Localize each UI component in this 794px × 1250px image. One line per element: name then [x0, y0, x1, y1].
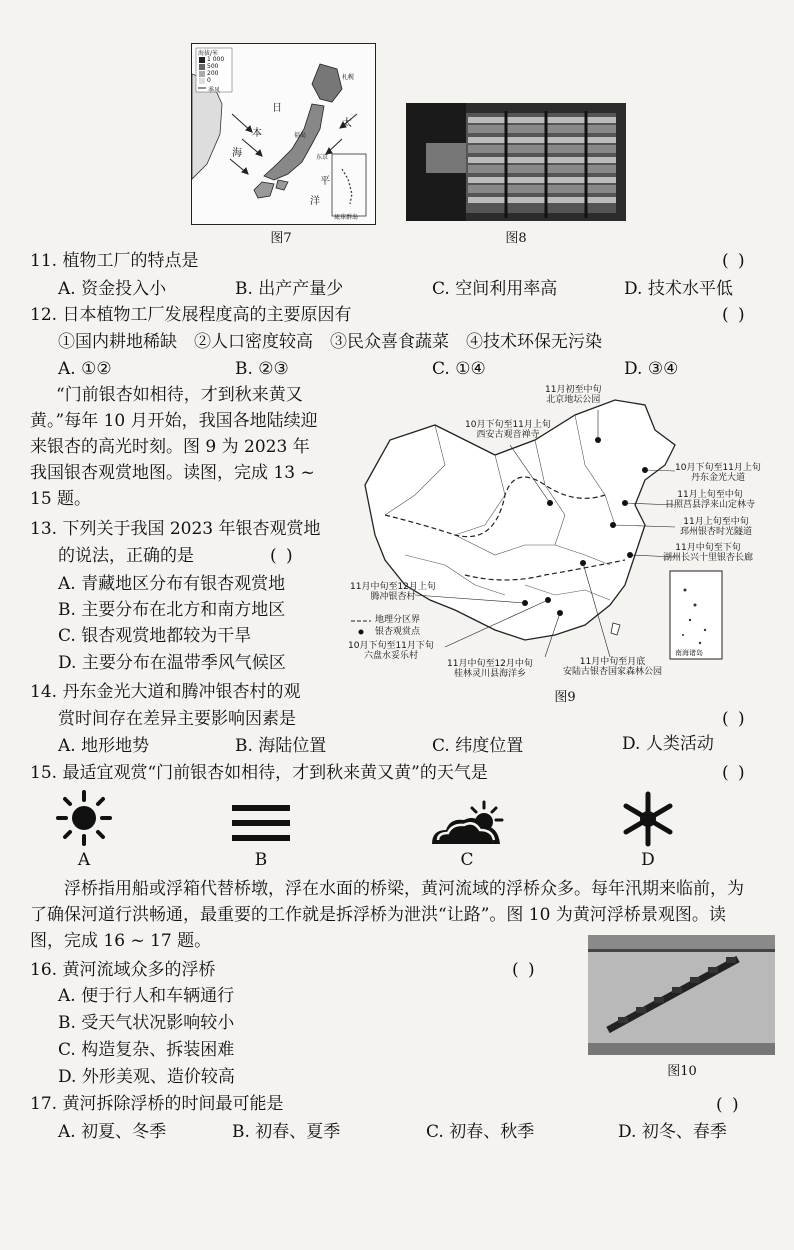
- fig7-label: 札幌: [342, 74, 355, 81]
- snow-icon-graphic: [620, 791, 676, 847]
- q16-option-d[interactable]: D. 外形美观、造价较高: [58, 1067, 235, 1087]
- partly-cloudy-icon[interactable]: [428, 800, 506, 846]
- fig7-legend-values: [207, 56, 224, 84]
- fig10-caption: 图10: [667, 1064, 697, 1079]
- fig9-legend-site: 银杏观赏点: [375, 627, 421, 637]
- fig8-caption: 图8: [505, 231, 527, 246]
- q13-answer-paren[interactable]: ( ): [270, 546, 295, 566]
- q13-option-d[interactable]: D. 主要分布在温带季风气候区: [58, 653, 286, 673]
- fig7-legend-arrow: 季风: [208, 87, 221, 94]
- q14-option-a[interactable]: A. 地形地势: [58, 736, 150, 756]
- sun-icon-graphic: [56, 790, 112, 846]
- fig9-site-label: 11月中旬至12月上旬 腾冲银杏村: [350, 582, 436, 602]
- snow-icon[interactable]: [620, 791, 676, 847]
- q15-option-c[interactable]: C: [460, 850, 474, 870]
- fig9-site-label: 11月中旬至月底 安陆古银杏国家森林公园: [563, 657, 663, 677]
- q12-option-b[interactable]: B. ②③: [235, 359, 289, 379]
- fig9-site-label: 10月下旬至11月上旬 丹东金光大道: [675, 463, 761, 483]
- q13-stem-line2: 的说法，正确的是: [58, 546, 194, 566]
- fig9-site-label: 11月上旬至中旬 邳州银杏时光隧道: [680, 517, 753, 537]
- q11-stem: 11. 植物工厂的特点是: [30, 251, 199, 271]
- q12-option-d[interactable]: D. ③④: [624, 359, 679, 379]
- intro-fig9: [30, 382, 348, 512]
- floating-bridge-graphic: [588, 935, 775, 1055]
- fig9-inset-label: 南海诸岛: [675, 649, 703, 657]
- fig7-legend-value: 1 000: [207, 56, 225, 63]
- fig7-label: 洋: [310, 196, 320, 207]
- q16-option-b[interactable]: B. 受天气状况影响较小: [58, 1013, 235, 1033]
- fig7-label: 平: [320, 176, 330, 187]
- fig7-label: 福岛: [294, 132, 307, 139]
- partly-cloudy-icon-graphic: [428, 800, 506, 846]
- fog-icon[interactable]: [232, 803, 290, 843]
- fig9-site-label: 11月上旬至中旬 日照莒县浮来山定林寺: [665, 490, 756, 510]
- intro-fig10-line: 浮桥指用船或浮箱代替桥墩，浮在水面的桥梁，黄河流域的浮桥众多。每年汛期来临前，为: [64, 879, 744, 899]
- fig7-legend-value: 200: [207, 70, 219, 77]
- q13-option-a[interactable]: A. 青藏地区分布有银杏观赏地: [58, 574, 286, 594]
- q14-option-b[interactable]: B. 海陆位置: [235, 736, 327, 756]
- q11-answer-paren[interactable]: ( ): [722, 251, 747, 271]
- q17-option-a[interactable]: A. 初夏、冬季: [58, 1122, 167, 1142]
- q16-answer-paren[interactable]: ( ): [512, 960, 537, 980]
- q15-option-d[interactable]: D: [641, 850, 655, 870]
- fog-icon-graphic: [232, 803, 290, 843]
- plant-factory-graphic: [406, 103, 626, 221]
- q12-items: ①国内耕地稀缺 ②人口密度较高 ③民众喜食蔬菜 ④技术环保无污染: [58, 332, 602, 352]
- q14-answer-paren[interactable]: ( ): [722, 709, 747, 729]
- intro-fig9-line: 我国银杏观赏地图。读图，完成 13 ~: [30, 463, 315, 483]
- q15-option-a[interactable]: A: [77, 850, 91, 870]
- intro-fig9-line: 来银杏的高光时刻。图 9 为 2023 年: [30, 437, 310, 457]
- q12-answer-paren[interactable]: ( ): [722, 305, 747, 325]
- fig7-label: 琉球群岛: [334, 214, 359, 221]
- q11-option-a[interactable]: A. 资金投入小: [58, 279, 167, 299]
- q14-stem-line2: 赏时间存在差异主要影响因素是: [58, 709, 296, 729]
- q16-stem: 16. 黄河流域众多的浮桥: [30, 960, 216, 980]
- q12-stem: 12. 日本植物工厂发展程度高的主要原因有: [30, 305, 352, 325]
- fig9-site-label: 11月初至中旬 北京地坛公园: [545, 385, 602, 405]
- q17-option-c[interactable]: C. 初春、秋季: [426, 1122, 535, 1142]
- fig7-legend-value: 0: [207, 77, 211, 84]
- q11-option-c[interactable]: C. 空间利用率高: [432, 279, 558, 299]
- q12-option-c[interactable]: C. ①④: [432, 359, 486, 379]
- q17-option-d[interactable]: D. 初冬、春季: [618, 1122, 727, 1142]
- fig7-legend-title: 海拔/米: [198, 50, 219, 57]
- fig9-site-label: 10月下旬至11月上旬 西安古观音禅寺: [465, 420, 551, 440]
- fig7-label: 太: [342, 118, 352, 129]
- q11-option-b[interactable]: B. 出产产量少: [235, 279, 344, 299]
- fig9-site-label: 11月中旬至12月中旬 桂林灵川县海洋乡: [447, 659, 533, 679]
- fig7-caption: 图7: [270, 231, 292, 246]
- fig9-caption: 图9: [554, 690, 576, 705]
- q17-option-b[interactable]: B. 初春、夏季: [232, 1122, 341, 1142]
- fig7-label: 本: [252, 128, 262, 139]
- q14-stem-line1: 14. 丹东金光大道和腾冲银杏村的观: [30, 682, 301, 702]
- fig9-legend-boundary: 地理分区界: [375, 615, 421, 625]
- q15-option-b[interactable]: B: [254, 850, 268, 870]
- figure-8-plant-factory-photo: [406, 103, 626, 221]
- fig9-site-label: 11月中旬至下旬 湖州长兴十里银杏长廊: [663, 543, 754, 563]
- fig7-legend-value: 500: [207, 63, 219, 70]
- q17-stem: 17. 黄河拆除浮桥的时间最可能是: [30, 1094, 284, 1114]
- q13-stem-line1: 13. 下列关于我国 2023 年银杏观赏地: [30, 519, 321, 539]
- q11-option-d[interactable]: D. 技术水平低: [624, 279, 733, 299]
- figure-9-ginkgo-map: [345, 385, 775, 685]
- figure-10-floating-bridge-photo: [588, 935, 775, 1055]
- intro-fig10-line: 图，完成 16 ~ 17 题。: [30, 931, 212, 951]
- q17-answer-paren[interactable]: ( ): [716, 1095, 741, 1115]
- q14-option-d[interactable]: D. 人类活动: [622, 734, 714, 754]
- intro-fig9-line: 黄。”每年 10 月开始，我国各地陆续迎: [30, 411, 318, 431]
- intro-fig9-line: “门前银杏如相待，才到秋来黄又: [56, 385, 303, 405]
- q16-option-a[interactable]: A. 便于行人和车辆通行: [58, 986, 235, 1006]
- figure-7-japan-map: [191, 43, 376, 225]
- fig7-label: 日: [272, 103, 282, 114]
- intro-fig9-line: 15 题。: [30, 489, 92, 509]
- q13-option-b[interactable]: B. 主要分布在北方和南方地区: [58, 600, 286, 620]
- q13-option-c[interactable]: C. 银杏观赏地都较为干旱: [58, 626, 252, 646]
- q14-option-c[interactable]: C. 纬度位置: [432, 736, 524, 756]
- q15-answer-paren[interactable]: ( ): [722, 763, 747, 783]
- q16-option-c[interactable]: C. 构造复杂、拆装困难: [58, 1040, 235, 1060]
- fig9-site-label: 10月下旬至11月下旬 六盘水妥乐村: [348, 641, 434, 661]
- q15-stem: 15. 最适宜观赏“门前银杏如相待，才到秋来黄又黄”的天气是: [30, 763, 488, 783]
- intro-fig10-line: 了确保河道行洪畅通，最重要的工作就是拆浮桥为泄洪“让路”。图 10 为黄河浮桥景观图。读: [30, 905, 726, 925]
- fig7-label: 海: [232, 148, 242, 159]
- fig7-label: 东京: [316, 154, 329, 161]
- q12-option-a[interactable]: A. ①②: [58, 359, 112, 379]
- sun-icon[interactable]: [56, 790, 112, 846]
